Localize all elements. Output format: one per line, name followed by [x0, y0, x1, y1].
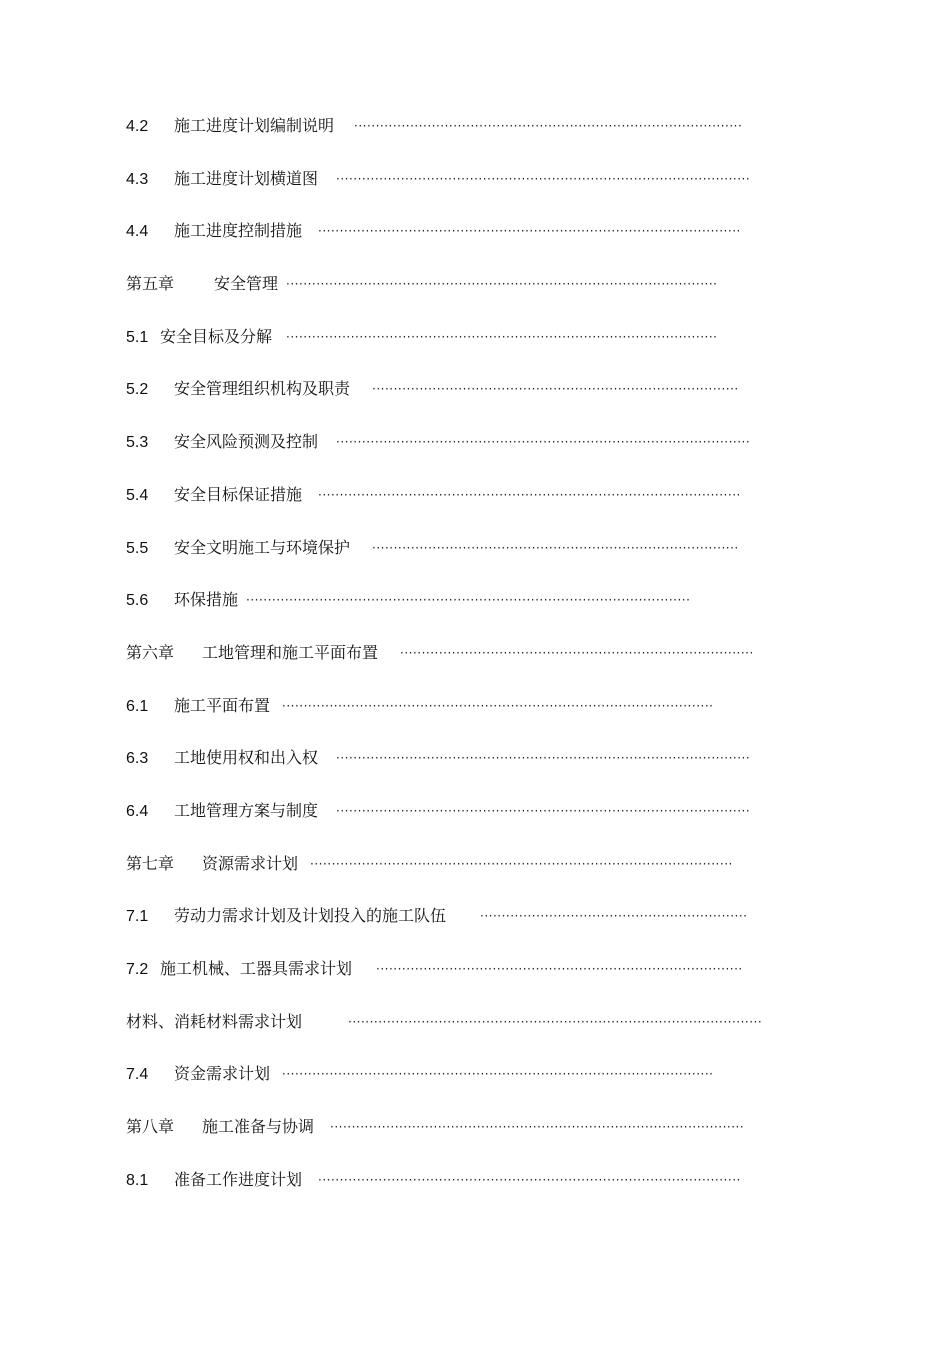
toc-number: 6.4 [126, 802, 149, 820]
toc-title: 施工进度控制措施 [174, 221, 303, 241]
toc-title: 劳动力需求计划及计划投入的施工队伍 [174, 906, 447, 926]
toc-title: 安全风险预测及控制 [174, 432, 319, 452]
toc-row-chapter-5[interactable] [126, 270, 816, 323]
toc-title: 施工机械、工器具需求计划 [160, 959, 353, 978]
dot-leader: ·································································································· [318, 224, 741, 239]
toc-number: 5.4 [126, 486, 149, 504]
dot-leader: ···································································································· [282, 1067, 714, 1082]
toc-title: 工地使用权和出入权 [174, 748, 319, 768]
toc-title: 材料、消耗材料需求计划 [126, 1011, 303, 1031]
toc-chapter-label: 第六章 [126, 644, 175, 662]
toc-chapter-label: 第七章 [126, 855, 175, 873]
dot-leader: ································································································ [336, 803, 751, 818]
toc-row-8-1[interactable] [126, 1166, 816, 1219]
toc-row-6-1[interactable] [126, 692, 816, 745]
table-of-contents [126, 112, 816, 1218]
toc-row-5-2[interactable] [126, 375, 816, 428]
dot-leader: ···································································································· [286, 329, 718, 344]
toc-title: 准备工作进度计划 [174, 1169, 303, 1189]
toc-row-6-4[interactable] [126, 797, 816, 850]
dot-leader: ································································································ [330, 1120, 745, 1135]
toc-title: 工地管理方案与制度 [174, 800, 319, 820]
toc-title: 安全目标保证措施 [174, 484, 303, 504]
toc-number: 5.2 [126, 381, 149, 399]
toc-title: 安全管理 [214, 274, 279, 294]
toc-title: 资金需求计划 [174, 1064, 271, 1084]
toc-chapter-label: 第八章 [126, 1119, 175, 1137]
toc-number: 4.3 [126, 170, 149, 188]
toc-title: 安全管理组织机构及职责 [174, 379, 351, 399]
toc-row-7-4[interactable] [126, 1060, 816, 1113]
dot-leader: ································································································ [348, 1014, 763, 1029]
toc-row-6-3[interactable] [126, 744, 816, 797]
toc-title: 工地管理和施工平面布置 [202, 642, 379, 662]
dot-leader: ·················································································· [400, 645, 754, 660]
toc-title: 施工进度计划编制说明 [174, 116, 335, 135]
toc-row-7-2[interactable] [126, 955, 816, 1008]
toc-number: 7.4 [126, 1066, 149, 1084]
dot-leader: ······································································································· [246, 593, 691, 608]
dot-leader: ···································································································· [282, 698, 714, 713]
dot-leader: ···································································································· [286, 277, 718, 292]
toc-row-7-3[interactable] [126, 1008, 816, 1061]
toc-title: 施工平面布置 [174, 695, 271, 715]
toc-number: 6.1 [126, 697, 149, 715]
toc-chapter-label: 第五章 [126, 276, 175, 294]
toc-row-7-1[interactable] [126, 902, 816, 955]
toc-row-4-2[interactable] [126, 112, 816, 165]
dot-leader: ····················································································· [376, 962, 743, 976]
toc-row-chapter-6[interactable] [126, 639, 816, 692]
dot-leader: ·································································································· [318, 487, 741, 502]
dot-leader: ·································································································· [318, 1172, 741, 1187]
toc-title: 资源需求计划 [202, 853, 299, 873]
toc-number: 8.1 [126, 1171, 149, 1189]
toc-number: 5.3 [126, 434, 149, 452]
toc-title: 安全文明施工与环境保护 [174, 537, 351, 557]
dot-leader: ····················································································· [372, 382, 739, 397]
dot-leader: ······························································ [480, 909, 748, 924]
toc-number: 5.5 [126, 539, 149, 557]
toc-number: 6.3 [126, 750, 149, 768]
toc-title: 安全目标及分解 [160, 326, 273, 346]
dot-leader: ································································································ [336, 435, 751, 450]
toc-number: 5.1 [126, 328, 149, 346]
dot-leader: ·································································································· [310, 856, 733, 871]
toc-number: 7.2 [126, 961, 149, 978]
dot-leader: ·························································································· [354, 119, 743, 133]
toc-row-5-1[interactable] [126, 323, 816, 376]
toc-row-chapter-7[interactable] [126, 850, 816, 903]
toc-number: 5.6 [126, 592, 149, 610]
toc-number: 7.1 [126, 908, 149, 926]
toc-number: 4.2 [126, 118, 149, 135]
toc-title: 施工准备与协调 [202, 1117, 315, 1137]
toc-row-5-4[interactable] [126, 481, 816, 534]
dot-leader: ································································································ [336, 171, 751, 186]
toc-title: 环保措施 [174, 590, 239, 610]
toc-row-5-3[interactable] [126, 428, 816, 481]
toc-number: 4.4 [126, 223, 149, 241]
dot-leader: ····················································································· [372, 540, 739, 555]
toc-title: 施工进度计划横道图 [174, 168, 319, 188]
toc-row-5-6[interactable] [126, 586, 816, 639]
dot-leader: ································································································ [336, 751, 751, 766]
toc-row-4-4[interactable] [126, 217, 816, 270]
toc-row-5-5[interactable] [126, 534, 816, 587]
toc-row-4-3[interactable] [126, 165, 816, 218]
toc-row-chapter-8[interactable] [126, 1113, 816, 1166]
